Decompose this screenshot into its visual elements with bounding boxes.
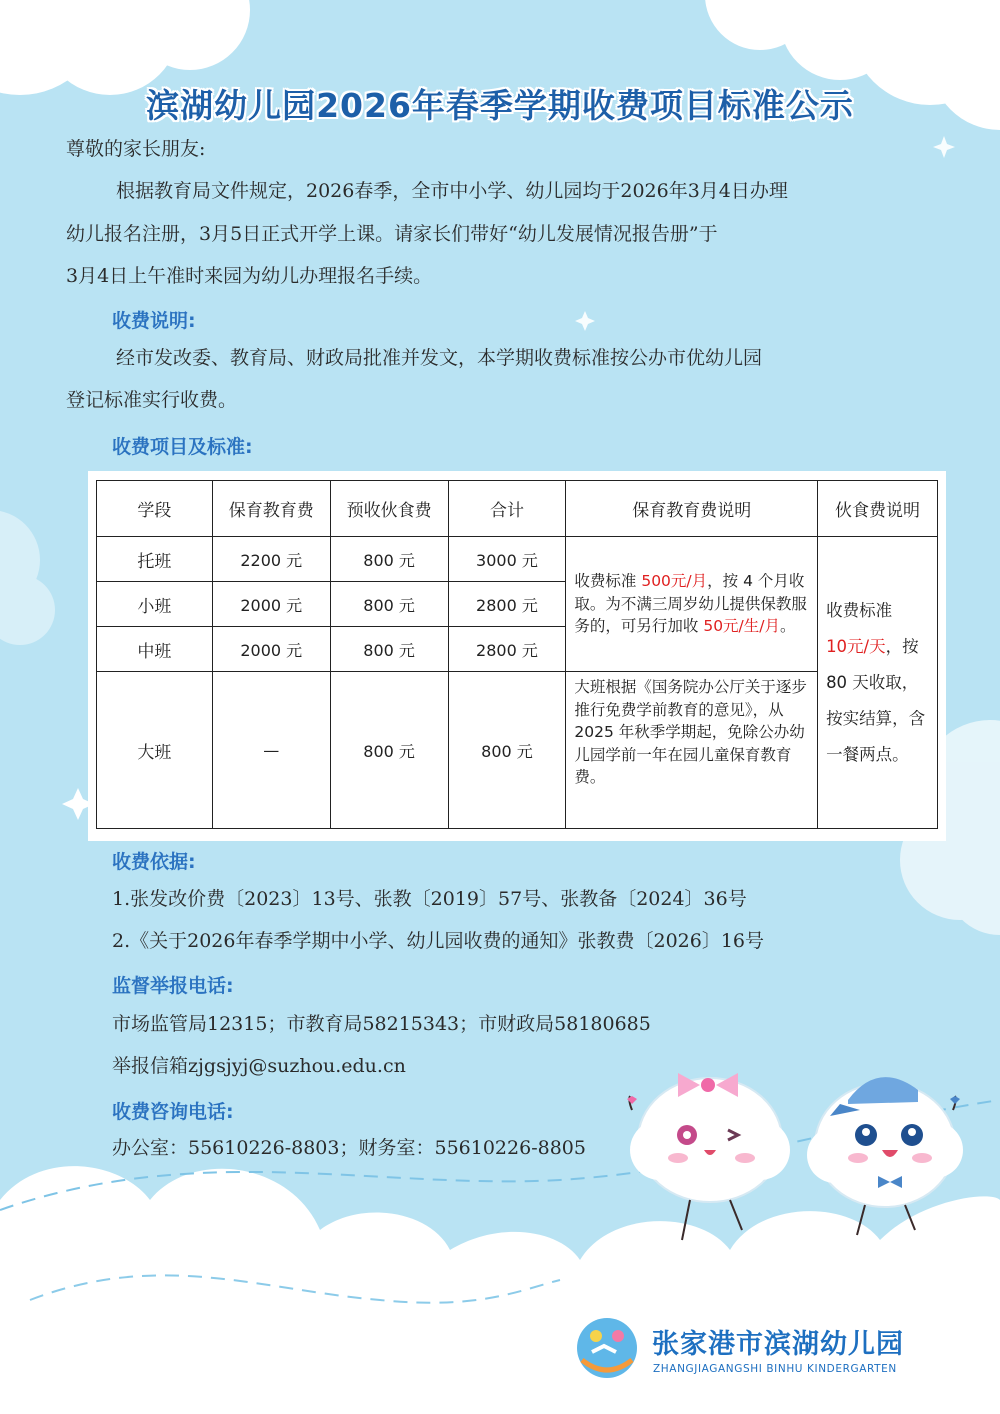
report-phone-heading: 监督举报电话:: [112, 975, 234, 997]
fee-table-card: [88, 471, 946, 841]
cell-meal-note: 收费标准 10元/天，按 80 天收取，按实结算，含一餐两点。: [818, 537, 938, 829]
column-header: 保育教育费: [212, 481, 330, 537]
cell-level: 大班: [97, 672, 213, 829]
column-header: 保育教育费说明: [566, 481, 818, 537]
column-header: 预收伙食费: [330, 481, 448, 537]
table-row: [97, 672, 938, 829]
table-row: [97, 537, 938, 582]
cell-care-fee: 2200 元: [212, 537, 330, 582]
column-header: 学段: [97, 481, 213, 537]
consult-phone-line: 办公室：55610226-8803；财务室：55610226-8805: [112, 1137, 586, 1159]
cell-total: 3000 元: [448, 537, 566, 582]
cell-meal-fee: 800 元: [330, 537, 448, 582]
cell-meal-fee: 800 元: [330, 582, 448, 627]
table-header-row: [97, 481, 938, 537]
consult-phone-heading: 收费咨询电话:: [112, 1101, 234, 1123]
cell-total: 2800 元: [448, 582, 566, 627]
intro-line-1: 根据教育局文件规定，2026春季，全市中小学、幼儿园均于2026年3月4日办理: [116, 180, 788, 202]
kindergarten-name-en: ZHANGJIAGANGSHI BINHU KINDERGARTEN: [653, 1363, 897, 1375]
fee-basis-heading: 收费依据:: [112, 851, 196, 873]
report-email-line: 举报信箱zjgsjyj@suzhou.edu.cn: [112, 1055, 406, 1077]
cell-level: 中班: [97, 627, 213, 672]
cell-care-fee: 2000 元: [212, 627, 330, 672]
fee-basis-line-2: 2.《关于2026年春季学期中小学、幼儿园收费的通知》张教费〔2026〕16号: [112, 930, 765, 952]
cell-total: 2800 元: [448, 627, 566, 672]
greeting: 尊敬的家长朋友:: [66, 138, 206, 160]
fee-description-line-2: 登记标准实行收费。: [66, 389, 238, 411]
fee-table: [96, 480, 938, 829]
fee-basis-line-1: 1.张发改价费〔2023〕13号、张教〔2019〕57号、张教备〔2024〕36号: [112, 888, 747, 910]
fee-description-heading: 收费说明:: [112, 310, 196, 332]
intro-line-3: 3月4日上午准时来园为幼儿办理报名手续。: [66, 265, 433, 287]
cell-level: 小班: [97, 582, 213, 627]
report-phone-line: 市场监管局12315；市教育局58215343；市财政局58180685: [112, 1013, 651, 1035]
cell-care-fee: —: [212, 672, 330, 829]
cell-meal-fee: 800 元: [330, 672, 448, 829]
column-header: 合计: [448, 481, 566, 537]
cell-care-fee: 2000 元: [212, 582, 330, 627]
column-header: 伙食费说明: [818, 481, 938, 537]
page-title: 滨湖幼儿园2026年春季学期收费项目标准公示: [146, 86, 854, 125]
kindergarten-logo-icon: [577, 1318, 637, 1378]
cell-care-note-1: 收费标准 500元/月，按 4 个月收取。为不满三周岁幼儿提供保教服务的，可另行加收 50元/生/月。: [566, 537, 818, 672]
cell-care-note-2: 大班根据《国务院办公厅关于逐步推行免费学前教育的意见》，从 2025 年秋季学期起，免除公办幼儿园学前一年在园儿童保育教育费。: [566, 672, 818, 829]
kindergarten-name-zh: 张家港市滨湖幼儿园: [652, 1329, 904, 1360]
cell-level: 托班: [97, 537, 213, 582]
intro-line-2: 幼儿报名注册，3月5日正式开学上课。请家长们带好“幼儿发展情况报告册”于: [66, 223, 718, 245]
cell-total: 800 元: [448, 672, 566, 829]
fee-description-line-1: 经市发改委、教育局、财政局批准并发文，本学期收费标准按公办市优幼儿园: [116, 347, 763, 369]
fee-items-heading: 收费项目及标准:: [112, 436, 253, 458]
cell-meal-fee: 800 元: [330, 627, 448, 672]
